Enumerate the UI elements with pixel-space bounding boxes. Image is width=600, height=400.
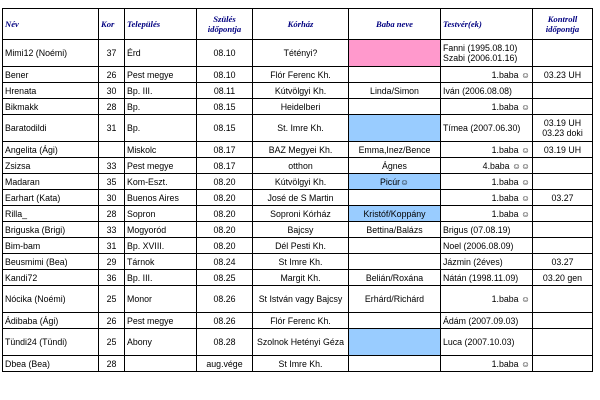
cell-telepules: Bp. III. xyxy=(125,83,197,99)
cell-telepules: Tárnok xyxy=(125,254,197,270)
cell-telepules: Pest megye xyxy=(125,67,197,83)
cell-szules: 08.10 xyxy=(197,40,253,67)
cell-kontroll xyxy=(533,174,593,190)
cell-testver: Noel (2006.08.09) xyxy=(441,238,533,254)
cell-nev: Baratodildi xyxy=(3,115,99,142)
table-row xyxy=(3,313,593,329)
cell-nev: Earhart (Kata) xyxy=(3,190,99,206)
cell-kor: 31 xyxy=(99,115,125,142)
cell-baba: Bettina/Balázs xyxy=(349,222,441,238)
cell-baba: Kristóf/Koppány xyxy=(349,206,441,222)
cell-baba xyxy=(349,190,441,206)
table-row xyxy=(3,329,593,356)
table-body xyxy=(3,40,593,372)
cell-baba: Erhárd/Richárd xyxy=(349,286,441,313)
cell-nev: Bim-bam xyxy=(3,238,99,254)
cell-kor: 25 xyxy=(99,286,125,313)
cell-kontroll xyxy=(533,356,593,372)
table-row xyxy=(3,206,593,222)
cell-korhaz: Soproni Kórház xyxy=(253,206,349,222)
cell-szules: 08.10 xyxy=(197,67,253,83)
cell-nev: Briguska (Brigi) xyxy=(3,222,99,238)
table-row xyxy=(3,142,593,158)
cell-korhaz: Szolnok Hetényi Géza xyxy=(253,329,349,356)
cell-nev: Bener xyxy=(3,67,99,83)
cell-nev: Mimi12 (Noémi) xyxy=(3,40,99,67)
cell-baba xyxy=(349,67,441,83)
cell-baba: Belián/Roxána xyxy=(349,270,441,286)
cell-szules: 08.11 xyxy=(197,83,253,99)
cell-testver: 1.baba ☺ xyxy=(441,286,533,313)
table-row xyxy=(3,83,593,99)
cell-nev: Zsizsa xyxy=(3,158,99,174)
cell-telepules: Bp. xyxy=(125,99,197,115)
cell-telepules: Bp. XVIII. xyxy=(125,238,197,254)
cell-szules: 08.26 xyxy=(197,313,253,329)
cell-korhaz: St. Imre Kh. xyxy=(253,115,349,142)
cell-telepules: Bp. xyxy=(125,115,197,142)
cell-nev: Hrenata xyxy=(3,83,99,99)
cell-korhaz: Tétényi? xyxy=(253,40,349,67)
cell-szules: 08.26 xyxy=(197,286,253,313)
cell-telepules: Pest megye xyxy=(125,158,197,174)
cell-szules: 08.15 xyxy=(197,99,253,115)
header-korhaz: Kórház xyxy=(253,9,349,40)
header-nev: Név xyxy=(3,9,99,40)
cell-baba xyxy=(349,254,441,270)
cell-testver: 1.baba ☺ xyxy=(441,174,533,190)
table-row xyxy=(3,158,593,174)
cell-testver: Luca (2007.10.03) xyxy=(441,329,533,356)
cell-kontroll: 03.27 xyxy=(533,254,593,270)
cell-baba xyxy=(349,115,441,142)
cell-kor: 28 xyxy=(99,99,125,115)
cell-korhaz: Heidelberi xyxy=(253,99,349,115)
cell-kontroll xyxy=(533,329,593,356)
cell-szules: 08.20 xyxy=(197,238,253,254)
cell-telepules: Miskolc xyxy=(125,142,197,158)
cell-korhaz: Flór Ferenc Kh. xyxy=(253,313,349,329)
cell-kontroll xyxy=(533,40,593,67)
cell-telepules: Sopron xyxy=(125,206,197,222)
cell-baba xyxy=(349,40,441,67)
cell-telepules: Érd xyxy=(125,40,197,67)
table-row xyxy=(3,238,593,254)
cell-baba xyxy=(349,238,441,254)
cell-nev: Angelita (Ági) xyxy=(3,142,99,158)
cell-baba: Linda/Simon xyxy=(349,83,441,99)
cell-baba: Ágnes xyxy=(349,158,441,174)
cell-testver: 1.baba ☺ xyxy=(441,206,533,222)
cell-kontroll xyxy=(533,158,593,174)
cell-testver: Fanni (1995.08.10) Szabi (2006.01.16) xyxy=(441,40,533,67)
cell-korhaz: St Imre Kh. xyxy=(253,254,349,270)
cell-telepules: Bp. III. xyxy=(125,270,197,286)
cell-korhaz: otthon xyxy=(253,158,349,174)
cell-szules: 08.25 xyxy=(197,270,253,286)
cell-testver: Tímea (2007.06.30) xyxy=(441,115,533,142)
cell-kor: 33 xyxy=(99,158,125,174)
cell-nev: Tündi24 (Tündi) xyxy=(3,329,99,356)
cell-telepules: Monor xyxy=(125,286,197,313)
cell-nev: Dbea (Bea) xyxy=(3,356,99,372)
cell-korhaz: Dél Pesti Kh. xyxy=(253,238,349,254)
cell-nev: Kandi72 xyxy=(3,270,99,286)
cell-telepules: Kom-Eszt. xyxy=(125,174,197,190)
cell-kor: 33 xyxy=(99,222,125,238)
cell-kontroll xyxy=(533,83,593,99)
cell-kor: 30 xyxy=(99,83,125,99)
cell-kor: 29 xyxy=(99,254,125,270)
table-row xyxy=(3,40,593,67)
cell-kontroll: 03.20 gen xyxy=(533,270,593,286)
cell-kontroll: 03.19 UH 03.23 doki xyxy=(533,115,593,142)
cell-korhaz: BAZ Megyei Kh. xyxy=(253,142,349,158)
cell-kor: 28 xyxy=(99,206,125,222)
cell-kor: 31 xyxy=(99,238,125,254)
cell-telepules xyxy=(125,356,197,372)
cell-telepules: Buenos Aires xyxy=(125,190,197,206)
cell-kor: 28 xyxy=(99,356,125,372)
cell-testver: Brigus (07.08.19) xyxy=(441,222,533,238)
cell-kontroll xyxy=(533,99,593,115)
cell-kor xyxy=(99,142,125,158)
cell-telepules: Mogyoród xyxy=(125,222,197,238)
cell-kor: 26 xyxy=(99,313,125,329)
cell-telepules: Abony xyxy=(125,329,197,356)
cell-testver: 1.baba ☺ xyxy=(441,190,533,206)
cell-szules: 08.20 xyxy=(197,222,253,238)
cell-testver: 1.baba ☺ xyxy=(441,356,533,372)
header-telepules: Település xyxy=(125,9,197,40)
table-row xyxy=(3,99,593,115)
cell-kontroll xyxy=(533,238,593,254)
cell-testver: 1.baba ☺ xyxy=(441,99,533,115)
cell-baba: Picúr☺ xyxy=(349,174,441,190)
cell-baba xyxy=(349,356,441,372)
cell-korhaz: Margit Kh. xyxy=(253,270,349,286)
cell-kontroll xyxy=(533,222,593,238)
cell-kor: 36 xyxy=(99,270,125,286)
cell-telepules: Pest megye xyxy=(125,313,197,329)
cell-kontroll xyxy=(533,313,593,329)
cell-baba xyxy=(349,313,441,329)
cell-nev: Rilla_ xyxy=(3,206,99,222)
cell-baba: Emma,Inez/Bence xyxy=(349,142,441,158)
cell-szules: 08.20 xyxy=(197,174,253,190)
header-row xyxy=(3,9,593,40)
cell-testver: 1.baba ☺ xyxy=(441,67,533,83)
table-row xyxy=(3,115,593,142)
pregnancy-table xyxy=(2,8,593,372)
cell-nev: Madaran xyxy=(3,174,99,190)
cell-testver: 1.baba ☺ xyxy=(441,142,533,158)
header-testver: Testvér(ek) xyxy=(441,9,533,40)
cell-szules: 08.17 xyxy=(197,142,253,158)
cell-baba xyxy=(349,329,441,356)
cell-korhaz: St Imre Kh. xyxy=(253,356,349,372)
table-row xyxy=(3,356,593,372)
cell-korhaz: Bajcsy xyxy=(253,222,349,238)
cell-kontroll xyxy=(533,206,593,222)
cell-testver: Jázmin (2éves) xyxy=(441,254,533,270)
table-row xyxy=(3,174,593,190)
cell-kor: 25 xyxy=(99,329,125,356)
cell-korhaz: Kútvölgyi Kh. xyxy=(253,174,349,190)
header-kor: Kor xyxy=(99,9,125,40)
cell-nev: Beusmimi (Bea) xyxy=(3,254,99,270)
table-row xyxy=(3,286,593,313)
header-kontroll: Kontroll időpontja xyxy=(533,9,593,40)
cell-testver: 4.baba ☺☺ xyxy=(441,158,533,174)
header-baba-neve: Baba neve xyxy=(349,9,441,40)
cell-kor: 30 xyxy=(99,190,125,206)
cell-nev: Bikmakk xyxy=(3,99,99,115)
cell-testver: Nátán (1998.11.09) xyxy=(441,270,533,286)
table-row xyxy=(3,190,593,206)
table-row xyxy=(3,270,593,286)
cell-szules: 08.28 xyxy=(197,329,253,356)
cell-kontroll: 03.19 UH xyxy=(533,142,593,158)
cell-nev: Nócika (Noémi) xyxy=(3,286,99,313)
cell-korhaz: St István vagy Bajcsy xyxy=(253,286,349,313)
table-row xyxy=(3,254,593,270)
cell-kor: 37 xyxy=(99,40,125,67)
cell-szules: 08.17 xyxy=(197,158,253,174)
cell-baba xyxy=(349,99,441,115)
cell-kor: 35 xyxy=(99,174,125,190)
cell-nev: Ádibaba (Ági) xyxy=(3,313,99,329)
header-szules: Szülés időpontja xyxy=(197,9,253,40)
cell-szules: 08.15 xyxy=(197,115,253,142)
cell-testver: Iván (2006.08.08) xyxy=(441,83,533,99)
cell-korhaz: José de S Martin xyxy=(253,190,349,206)
cell-szules: 08.24 xyxy=(197,254,253,270)
cell-korhaz: Flór Ferenc Kh. xyxy=(253,67,349,83)
cell-kontroll xyxy=(533,286,593,313)
cell-szules: 08.20 xyxy=(197,206,253,222)
cell-kontroll: 03.23 UH xyxy=(533,67,593,83)
cell-kor: 26 xyxy=(99,67,125,83)
cell-testver: Ádám (2007.09.03) xyxy=(441,313,533,329)
cell-korhaz: Kútvölgyi Kh. xyxy=(253,83,349,99)
table-row xyxy=(3,67,593,83)
cell-szules: aug.vége xyxy=(197,356,253,372)
cell-kontroll: 03.27 xyxy=(533,190,593,206)
cell-szules: 08.20 xyxy=(197,190,253,206)
table-row xyxy=(3,222,593,238)
